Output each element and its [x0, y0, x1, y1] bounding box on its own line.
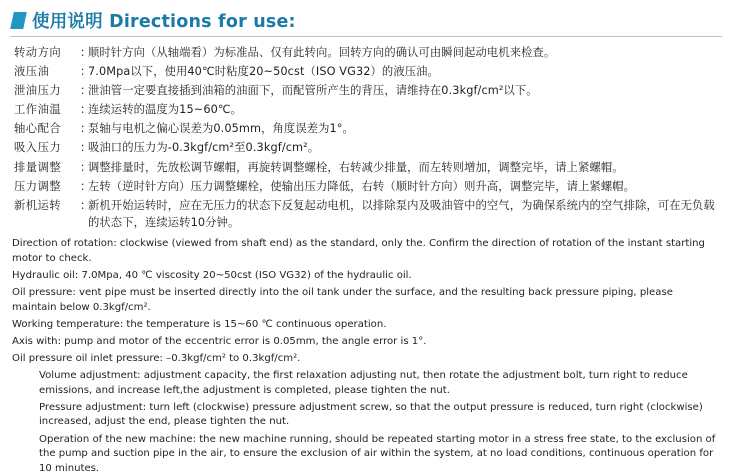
instruction-colon: ： — [80, 46, 92, 59]
instruction-text: 泄油管一定要直接插到油箱的油面下，而配管所产生的背压，请维持在0.3kgf/cm²以下。 — [88, 84, 538, 98]
instruction-colon: ： — [80, 141, 92, 155]
instruction-colon: ： — [80, 103, 92, 117]
instruction-row — [14, 178, 720, 196]
instruction-text: 吸油口的压力为-0.3kgf/cm²至0.3kgf/cm²。 — [88, 141, 320, 155]
instruction-row — [14, 120, 720, 138]
english-paragraph: Direction of rotation: clockwise (viewed from shaft end) as the standard, only the. Confirm the direction of rotation of the instant starting motor to check. — [12, 238, 705, 265]
instruction-label: 泄油压力 — [14, 84, 62, 98]
instruction-colon: ： — [80, 65, 92, 79]
instruction-label: 吸入压力 — [14, 141, 62, 155]
page-title: 使用说明 Directions for use: — [32, 12, 296, 32]
instruction-colon: ： — [80, 198, 92, 212]
instruction-row — [14, 139, 720, 157]
instruction-label: 压力调整 — [14, 179, 62, 193]
instruction-row — [14, 82, 720, 100]
instruction-text: 左转（逆时针方向）压力调整螺栓，使输出压力降低，右转（顺时针方向）则升高，调整完毕，请上紧螺帽。 — [88, 179, 636, 193]
english-instructions — [10, 233, 722, 476]
instruction-row — [14, 159, 720, 177]
english-paragraph: Hydraulic oil: 7.0Mpa, 40 ℃ viscosity 20~50cst (ISO VG32) of the hydraulic oil. — [12, 270, 412, 282]
header-divider — [10, 36, 722, 37]
english-paragraph: Oil pressure: vent pipe must be inserted directly into the oil tank under the surface, and the resulting back pressure piping, please maintain below 0.3kgf/cm². — [12, 287, 673, 313]
instruction-label: 转动方向 — [14, 46, 62, 59]
instruction-label: 轴心配合 — [14, 122, 62, 136]
instruction-colon: ： — [80, 84, 92, 98]
instruction-row — [14, 44, 720, 62]
english-paragraph: Volume adjustment: adjustment capacity, the first relaxation adjusting nut, then rotate the adjustment bolt, turn right to reduce emissions, and increase left,the adjustment is completed, please tighten the nut. — [39, 370, 688, 396]
instruction-text: 顺时针方向（从轴端看）为标准品、仅有此转向。回转方向的确认可由瞬间起动电机来检查。 — [88, 46, 556, 59]
instruction-text: 7.0Mpa以下，使用40℃时粘度20~50cst（ISO VG32）的液压油。 — [88, 65, 439, 79]
document-header — [10, 8, 722, 33]
instruction-colon: ： — [80, 122, 92, 136]
chinese-instructions — [10, 44, 722, 232]
instruction-colon: ： — [80, 179, 92, 193]
header-accent-mark — [10, 12, 27, 29]
instruction-colon: ： — [80, 160, 92, 174]
instruction-label: 液压油 — [14, 65, 50, 79]
instruction-text: 新机开始运转时，应在无压力的状态下反复起动电机，以排除泵内及吸油管中的空气，为确保系统内的空气排除，可在无负载的状态下，连续运转10分钟。 — [88, 198, 715, 230]
instruction-row — [14, 197, 720, 232]
english-paragraph: Operation of the new machine: the new machine running, should be repeated starting motor in a stress free state, to the exclusion of the pump and suction pipe in the air, to ensure the exclusion of air within the system, at no load conditions, continuous operation for 10 minutes. — [39, 433, 716, 474]
english-paragraph: Axis with: pump and motor of the eccentric error is 0.05mm, the angle error is 1°. — [12, 336, 427, 347]
english-paragraph: Working temperature: the temperature is 15~60 ℃ continuous operation. — [12, 318, 387, 330]
instruction-label: 新机运转 — [14, 198, 62, 212]
instruction-text: 连续运转的温度为15~60℃。 — [88, 103, 243, 117]
instruction-row — [14, 101, 720, 119]
instruction-label: 工作油温 — [14, 103, 62, 117]
instruction-text: 泵轴与电机之偏心误差为0.05mm，角度误差为1°。 — [88, 122, 354, 136]
english-paragraph: Oil pressure oil inlet pressure: –0.3kgf/cm² to 0.3kgf/cm². — [12, 353, 301, 365]
instruction-text: 调整排量时，先放松调节螺帽，再旋转调整螺栓，右转减少排量，而左转则增加，调整完毕，请上紧螺帽。 — [88, 160, 624, 174]
english-paragraph: Pressure adjustment: turn left (clockwise) pressure adjustment screw, so that the output pressure is reduced, turn right (clockwise) increased, adjust the end, please tighten the nut. — [39, 401, 703, 428]
instruction-label: 排量调整 — [14, 160, 62, 174]
instruction-row — [14, 63, 720, 81]
